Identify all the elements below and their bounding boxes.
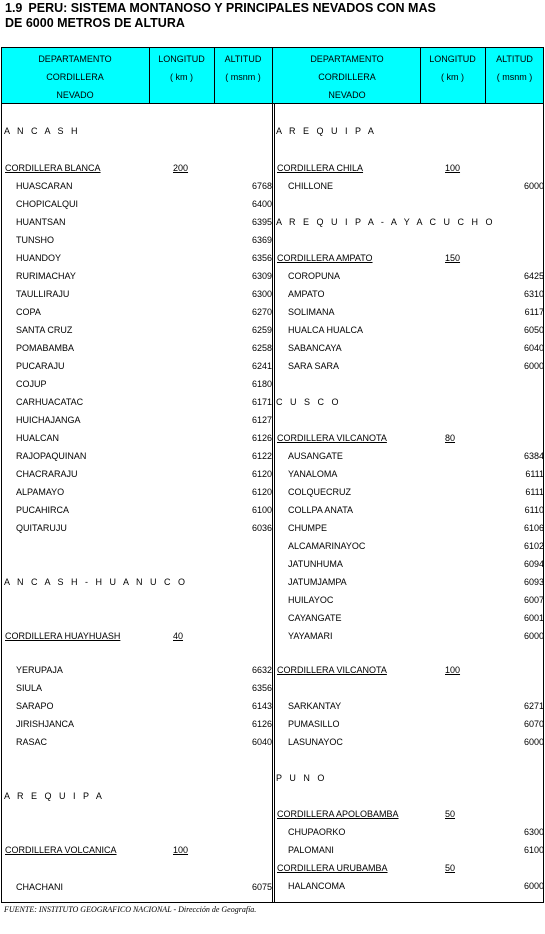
nevado-altitude: 6395: [251, 217, 272, 227]
cordillera-length: 100: [173, 845, 189, 855]
header-longitud-label: LONGITUD: [429, 54, 476, 64]
department-name: A R E Q U I P A: [4, 791, 105, 801]
nevado-name: CHUMPE: [288, 523, 328, 533]
nevado-altitude: 6270: [251, 307, 272, 317]
nevado-altitude: 6000: [523, 737, 544, 747]
nevado-altitude: 6171: [251, 397, 272, 407]
header-msnm-label: ( msnm ): [496, 72, 533, 82]
table-middle-divider: [274, 104, 275, 903]
nevado-altitude: 6100: [523, 845, 544, 855]
header-altitud-right: [485, 47, 544, 104]
nevado-name: CHUPAORKO: [288, 827, 346, 837]
nevado-altitude: 6000: [523, 881, 544, 891]
title-line-1: PERU: SISTEMA MONTANOSO Y PRINCIPALES NEVADOS CON MAS: [28, 1, 436, 15]
header-divider: [272, 47, 273, 104]
header-nevado-label: NEVADO: [328, 90, 366, 100]
nevado-name: AMPATO: [288, 289, 325, 299]
header-altitud-left: [214, 47, 272, 104]
header-nevado-label: NEVADO: [56, 90, 94, 100]
cordillera-name: CORDILLERA VOLCANICA: [5, 845, 117, 855]
nevado-altitude: 6768: [251, 181, 272, 191]
nevado-name: QUITARUJU: [16, 523, 67, 533]
department-name: P U N O: [276, 773, 327, 783]
nevado-name: SARA SARA: [288, 361, 340, 371]
nevado-name: CARHUACATAC: [16, 397, 84, 407]
cordillera-name: CORDILLERA APOLOBAMBA: [277, 809, 399, 819]
department-name: A N C A S H - H U A N U C O: [4, 577, 188, 587]
header-km-label: ( km ): [170, 72, 193, 82]
nevado-altitude: 6110: [524, 505, 544, 515]
nevado-name: COROPUNA: [288, 271, 341, 281]
nevado-name: HALANCOMA: [288, 881, 346, 891]
nevado-name: HUANDOY: [16, 253, 62, 263]
cordillera-name: CORDILLERA VILCANOTA: [277, 665, 387, 675]
nevado-name: YAYAMARI: [288, 631, 333, 641]
nevado-altitude: 6093: [523, 577, 544, 587]
cordillera-length: 150: [445, 253, 461, 263]
nevado-name: TAULLIRAJU: [16, 289, 70, 299]
nevado-altitude: 6111: [525, 469, 544, 479]
nevado-name: HUALCAN: [16, 433, 60, 443]
nevado-altitude: 6180: [251, 379, 272, 389]
cordillera-name: CORDILLERA CHILA: [277, 163, 364, 173]
nevado-name: CAYANGATE: [288, 613, 342, 623]
nevado-name: PUMASILLO: [288, 719, 340, 729]
nevado-name: YANALOMA: [288, 469, 338, 479]
nevado-name: ALCAMARINAYOC: [288, 541, 366, 551]
cordillera-name: CORDILLERA AMPATO: [277, 253, 373, 263]
nevado-altitude: 6258: [251, 343, 272, 353]
nevado-altitude: 6356: [251, 683, 272, 693]
nevado-altitude: 6143: [251, 701, 272, 711]
title-line-2: DE 6000 METROS DE ALTURA: [5, 16, 185, 30]
nevado-name: COJUP: [16, 379, 47, 389]
cordillera-length: 40: [173, 631, 184, 641]
nevado-name: CHOPICALQUI: [16, 199, 79, 209]
nevado-name: LASUNAYOC: [288, 737, 343, 747]
nevado-name: HUILAYOC: [288, 595, 334, 605]
nevado-altitude: 6369: [251, 235, 272, 245]
department-name: A R E Q U I P A: [276, 126, 377, 136]
nevado-altitude: 6102: [523, 541, 544, 551]
table-number: 1.9: [5, 1, 23, 15]
nevado-name: AUSANGATE: [288, 451, 343, 461]
cordillera-name: CORDILLERA HUAYHUASH: [5, 631, 121, 641]
nevado-name: RASAC: [16, 737, 48, 747]
nevado-name: JATUMJAMPA: [288, 577, 347, 587]
nevado-name: HUALCA HUALCA: [288, 325, 364, 335]
nevado-altitude: 6040: [523, 343, 544, 353]
nevado-name: COLQUECRUZ: [288, 487, 352, 497]
nevado-altitude: 6106: [523, 523, 544, 533]
nevado-name: SIULA: [16, 683, 43, 693]
nevado-altitude: 6001: [523, 613, 544, 623]
nevado-name: RURIMACHAY: [16, 271, 76, 281]
nevado-name: SARAPO: [16, 701, 54, 711]
nevado-name: PUCAHIRCA: [16, 505, 70, 515]
nevado-name: SABANCAYA: [288, 343, 342, 353]
nevado-altitude: 6310: [523, 289, 544, 299]
nevado-altitude: 6075: [251, 882, 272, 892]
nevado-name: YERUPAJA: [16, 665, 63, 675]
nevado-name: CHILLONE: [288, 181, 334, 191]
cordillera-name: CORDILLERA BLANCA: [5, 163, 101, 173]
nevado-name: ALPAMAYO: [16, 487, 65, 497]
header-departamento-right: [274, 47, 420, 104]
nevado-altitude: 6241: [251, 361, 272, 371]
department-name: C U S C O: [276, 397, 342, 407]
nevado-altitude: 6259: [251, 325, 272, 335]
nevado-name: SARKANTAY: [288, 701, 342, 711]
nevado-altitude: 6425: [523, 271, 544, 281]
nevado-altitude: 6000: [523, 361, 544, 371]
nevado-altitude: 6122: [251, 451, 272, 461]
header-departamento-left: [1, 47, 149, 104]
cordillera-length: 50: [445, 863, 456, 873]
nevado-name: PALOMANI: [288, 845, 334, 855]
nevado-altitude: 6117: [524, 307, 544, 317]
header-dep-label: DEPARTAMENTO: [310, 54, 384, 64]
nevado-name: COLLPA ANATA: [288, 505, 354, 515]
source-note: FUENTE: INSTITUTO GEOGRAFICO NACIONAL - Dirección de Geografía.: [4, 905, 257, 914]
cordillera-length: 100: [445, 665, 461, 675]
nevado-name: TUNSHO: [16, 235, 54, 245]
header-msnm-label: ( msnm ): [225, 72, 261, 82]
department-name: A N C A S H: [4, 126, 81, 136]
nevado-altitude: 6120: [251, 469, 272, 479]
nevado-name: HUICHAJANGA: [16, 415, 81, 425]
cordillera-length: 80: [445, 433, 456, 443]
header-dep-label: DEPARTAMENTO: [38, 54, 112, 64]
nevado-name: RAJOPAQUINAN: [16, 451, 87, 461]
header-longitud-left: [149, 47, 214, 104]
nevado-altitude: 6120: [251, 487, 272, 497]
nevado-altitude: 6000: [523, 631, 544, 641]
header-altitud-label: ALTITUD: [496, 54, 533, 64]
cordillera-name: CORDILLERA URUBAMBA: [277, 863, 388, 873]
nevado-name: JATUNHUMA: [288, 559, 343, 569]
cordillera-length: 100: [445, 163, 461, 173]
nevado-name: SOLIMANA: [288, 307, 335, 317]
nevado-altitude: 6036: [251, 523, 272, 533]
nevado-altitude: 6300: [523, 827, 544, 837]
nevado-altitude: 6040: [251, 737, 272, 747]
cordillera-name: CORDILLERA VILCANOTA: [277, 433, 387, 443]
nevado-altitude: 6400: [251, 199, 272, 209]
nevado-altitude: 6000: [523, 181, 544, 191]
nevado-altitude: 6126: [251, 433, 272, 443]
nevado-name: COPA: [16, 307, 41, 317]
nevado-name: JIRISHJANCA: [16, 719, 75, 729]
header-cord-label: CORDILLERA: [318, 72, 376, 82]
cordillera-length: 50: [445, 809, 456, 819]
nevado-name: CHACRARAJU: [16, 469, 78, 479]
nevado-altitude: 6094: [523, 559, 544, 569]
nevado-altitude: 6100: [251, 505, 272, 515]
header-divider: [149, 47, 150, 104]
nevado-name: CHACHANI: [16, 882, 64, 892]
nevado-name: PUCARAJU: [16, 361, 65, 371]
nevado-altitude: 6070: [523, 719, 544, 729]
header-km-label: ( km ): [441, 72, 464, 82]
nevado-altitude: 6126: [251, 719, 272, 729]
nevado-altitude: 6356: [251, 253, 272, 263]
page-title: [5, 1, 540, 31]
header-divider: [214, 47, 215, 104]
nevado-name: HUANTSAN: [16, 217, 66, 227]
department-name: A R E Q U I P A - A Y A C U C H O: [276, 217, 496, 227]
nevado-altitude: 6271: [523, 701, 544, 711]
header-altitud-label: ALTITUD: [224, 54, 262, 64]
nevado-name: HUASCARAN: [16, 181, 73, 191]
nevado-altitude: 6127: [251, 415, 272, 425]
header-divider: [420, 47, 421, 104]
nevado-altitude: 6300: [251, 289, 272, 299]
nevado-altitude: 6309: [251, 271, 272, 281]
nevado-altitude: 6632: [251, 665, 272, 675]
nevado-altitude: 6384: [523, 451, 544, 461]
nevado-altitude: 6111: [525, 487, 544, 497]
nevado-name: SANTA CRUZ: [16, 325, 73, 335]
cordillera-length: 200: [173, 163, 189, 173]
header-cord-label: CORDILLERA: [46, 72, 104, 82]
nevado-altitude: 6050: [523, 325, 544, 335]
header-divider: [485, 47, 486, 104]
table-middle-divider: [272, 104, 273, 903]
nevado-altitude: 6007: [523, 595, 544, 605]
nevado-name: POMABAMBA: [16, 343, 75, 353]
header-longitud-right: [420, 47, 485, 104]
header-longitud-label: LONGITUD: [158, 54, 205, 64]
